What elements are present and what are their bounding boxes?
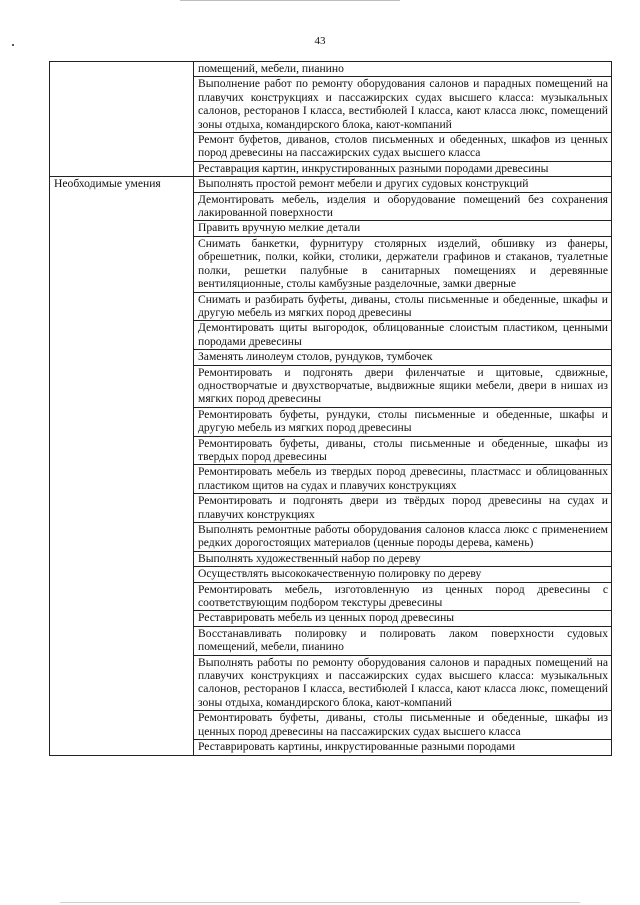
table-cell: Демонтировать щиты выгородок, облицованные слоистым пластиком, ценными породами древесины [194,321,612,350]
table-row [50,177,612,192]
table-cell: Осуществлять высококачественную полировку по дереву [194,567,612,582]
label-cell-empty [50,62,194,177]
table-cell: Ремонтировать и подгонять двери филенчатые и щитовые, сдвижные, одностворчатые и двухстворчатые, выдвижные ящики мебели, двери в нишах из мягких пород древесины [194,365,612,407]
table-cell: Выполнять простой ремонт мебели и других судовых конструкций [194,177,612,192]
table-body [50,62,612,756]
table-cell: Ремонтировать и подгонять двери из твёрдых пород древесины на судах и плавучих конструкциях [194,494,612,523]
table-cell: Править вручную мелкие детали [194,221,612,236]
table-cell: помещений, мебели, пианино [194,62,612,77]
table-cell: Ремонтировать буфеты, рундуки, столы письменные и обеденные, шкафы и другую мебель из мягких пород древесины [194,407,612,436]
table-cell: Выполнять ремонтные работы оборудования салонов класса люкс с применением редких дорогостоящих материалов (ценные породы дерева, камень) [194,523,612,552]
table-cell: Снимать банкетки, фурнитуру столярных изделий, обшивку из фанеры, обрешетник, полки, койки, столики, держатели графинов и стаканов, туалетные полки, решетки палубные в санитарных помещениях и деревянные вентиляционные, столы камбузные разделочные, замки дверные [194,236,612,292]
requirements-table [49,61,612,756]
table-row [50,62,612,77]
table-cell: Выполнять художественный набор по дереву [194,551,612,566]
table-cell: Ремонтировать мебель из твердых пород древесины, пластмасс и облицованных пластиком щитов на судах и плавучих конструкциях [194,465,612,494]
table-cell: Восстанавливать полировку и полировать лаком поверхности судовых помещений, мебели, пианино [194,626,612,655]
table-cell: Выполнение работ по ремонту оборудования салонов и парадных помещений на плавучих конструкциях и пассажирских судах высшего класса: музыкальных салонов, ресторанов I класса, вестибюлей I класса, кают класса люкс, помещений зоны отдыха, командирского блока, кают-компаний [194,77,612,133]
table-cell: Ремонтировать буфеты, диваны, столы письменные и обеденные, шкафы из твердых пород древесины [194,436,612,465]
table-cell: Ремонтировать буфеты, диваны, столы письменные и обеденные, шкафы из ценных пород древесины на пассажирских судах высшего класса [194,711,612,740]
table-cell: Выполнять работы по ремонту оборудования салонов и парадных помещений на плавучих конструкциях и пассажирских судах высшего класса: музыкальных салонов, ресторанов I класса, вестибюлей I класса, кают класса люкс, помещений зоны отдыха, командирского блока, кают-компаний [194,655,612,711]
table-cell: Заменять линолеум столов, рундуков, тумбочек [194,350,612,365]
table-cell: Реставрировать картины, инкрустированные разными породами [194,740,612,755]
section-label: Необходимые умения [50,177,194,755]
table-cell: Реставрировать мебель из ценных пород древесины [194,611,612,626]
scan-artifact-bottom [60,902,580,903]
table-cell: Ремонт буфетов, диванов, столов письменных и обеденных, шкафов из ценных пород древесины на пассажирских судах высшего класса [194,133,612,162]
table-cell: Ремонтировать мебель, изготовленную из ценных пород древесины с соответствующим подбором текстуры древесины [194,582,612,611]
page-number: 43 [314,35,326,47]
scan-artifact-top [180,0,400,1]
table-cell: Снимать и разбирать буфеты, диваны, столы письменные и обеденные, шкафы и другую мебель из мягких пород древесины [194,292,612,321]
table-cell: Реставрация картин, инкрустированных разными породами древесины [194,161,612,176]
table-cell: Демонтировать мебель, изделия и оборудование помещений без сохранения лакированной поверхности [194,192,612,221]
